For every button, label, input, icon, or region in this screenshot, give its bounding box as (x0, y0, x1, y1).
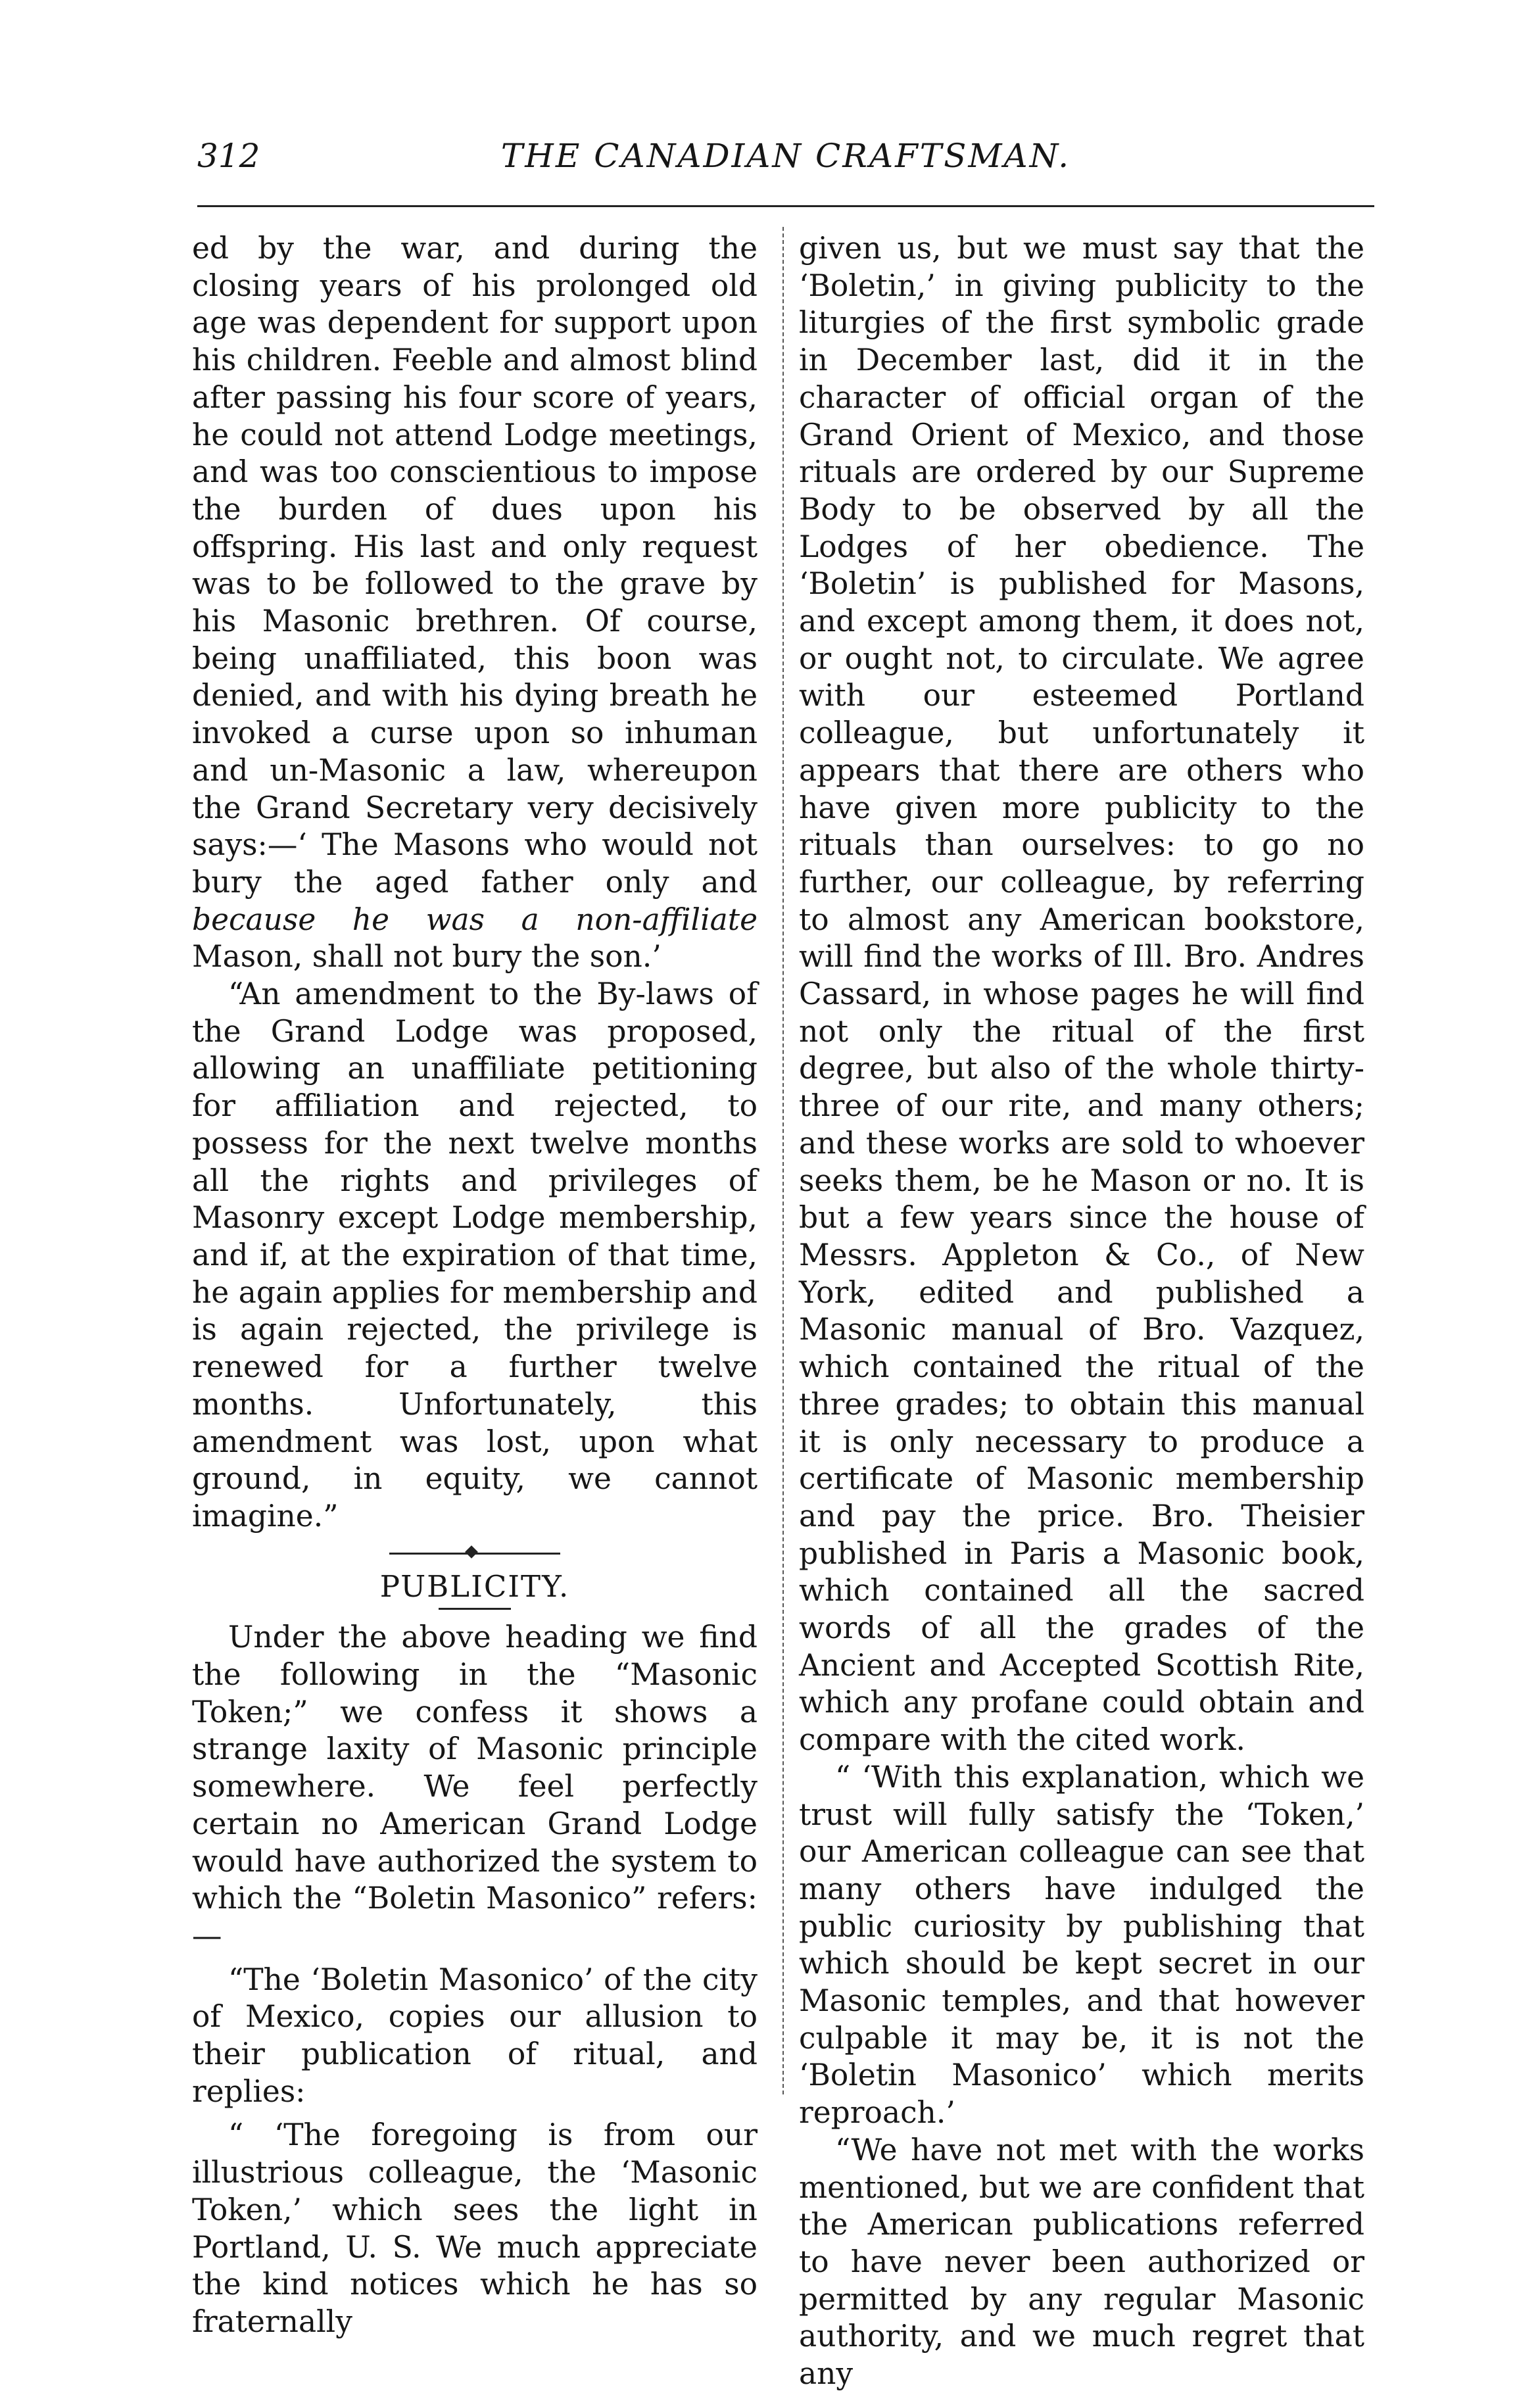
left-p1-italic: because he was a non-affiliate (192, 902, 758, 937)
left-p1-end: Mason, shall not bury the son.’ (192, 939, 662, 975)
left-paragraph-3: Under the above heading we find the following in the “Masonic Token;” we confess it shows a strange laxity of Masonic principle somewhere. We feel perfectly certain no American Grand Lodge would have authorized the system to which the “Boletin Masonico” refers:— (192, 1620, 758, 1953)
header-rule (197, 205, 1374, 207)
ornament-diamond (465, 1545, 478, 1559)
right-paragraph-1: given us, but we must say that the ‘Boletin,’ in giving publicity to the liturgies of the first symbolic grade in December last, did it in the character of official organ of the Grand Orient of Mexico, and those rituals are ordered by our Supreme Body to be observed by all the Lodges of her obedience. The ‘Boletin’ is published for Masons, and except among them, it does not, or ought not, to circulate. We agree with our esteemed Portland colleague, but unfortunately it appears that there are others who have given more publicity to the rituals than ourselves: to go no further, our colleague, by referring to almost any American bookstore, will find the works of Ill. Bro. Andres Cassard, in whose pages he will find not only the ritual of the first degree, but also of the whole thirty-three of our rite, and many others; and these works are sold to whoever seeks them, be he Mason or no. It is but a few years since the house of Messrs. Appleton & Co., of New York, edited and published a Masonic manual of Bro. Vazquez, which contained the ritual of the three grades; to obtain this manual it is only necessary to produce a certificate of Masonic membership and pay the price. Bro. Theisier published in Paris a Masonic book, which contained all the sacred words of all the grades of the Ancient and Accepted Scottish Rite, which any profane could obtain and compare with the cited work. (799, 231, 1364, 1758)
right-column (799, 230, 1364, 2393)
left-paragraph-4: “The ‘Boletin Masonico’ of the city of Mexico, copies our allusion to their publication of ritual, and replies: (192, 1962, 758, 2109)
running-title: THE CANADIAN CRAFTSMAN. (500, 137, 1071, 175)
left-p1-text: ed by the war, and during the closing years of his prolonged old age was dependent for support upon his children. Feeble and almost blind after passing his four score of years, he could not attend Lodge meetings, and was too conscientious to impose the burden of dues upon his offspring. His last and only request was to be followed to the grave by his Masonic brethren. Of course, being unaffiliated, this boon was denied, and with his dying breath he invoked a curse upon so inhuman and un-Masonic a law, whereupon the Grand Secretary very decisively says:—‘ The Masons who would not bury the aged father only and (192, 231, 758, 900)
section-heading: PUBLICITY. (379, 1568, 570, 1604)
left-column (192, 230, 758, 2341)
page-header (197, 137, 1374, 189)
left-paragraph-1 (192, 230, 758, 976)
section-heading-rule (439, 1608, 511, 1610)
left-paragraph-2: “An amendment to the By-laws of the Grand Lodge was proposed, allowing an unaffiliate petitioning for affiliation and rejected, to possess for the next twelve months all the rights and privileges of Masonry except Lodge membership, and if, at the expiration of that time, he again applies for membership and is again rejected, the privilege is renewed for a further twelve months. Unfortunately, this amendment was lost, upon what ground, in equity, we cannot imagine.” (192, 977, 758, 1534)
left-paragraph-5: “ ‘The foregoing is from our illustrious colleague, the ‘Masonic Token,’ which sees the light in Portland, U. S. We much appreciate the kind notices which he has so fraternally (192, 2117, 758, 2339)
section-ornament (192, 1543, 758, 1563)
page-number: 312 (197, 137, 260, 175)
right-paragraph-2: “ ‘With this explanation, which we trust will fully satisfy the ‘Token,’ our American colleague can see that many others have indulged the public curiosity by publishing that which should be kept secret in our Masonic temples, and that however culpable it may be, it is not the ‘Boletin Masonico’ which merits reproach.’ (799, 1759, 1364, 2131)
right-paragraph-3: “We have not met with the works mentioned, but we are confident that the American publications referred to have never been authorized or permitted by any regular Masonic authority, and we much regret that any (799, 2132, 1364, 2392)
column-divider (782, 227, 784, 2094)
